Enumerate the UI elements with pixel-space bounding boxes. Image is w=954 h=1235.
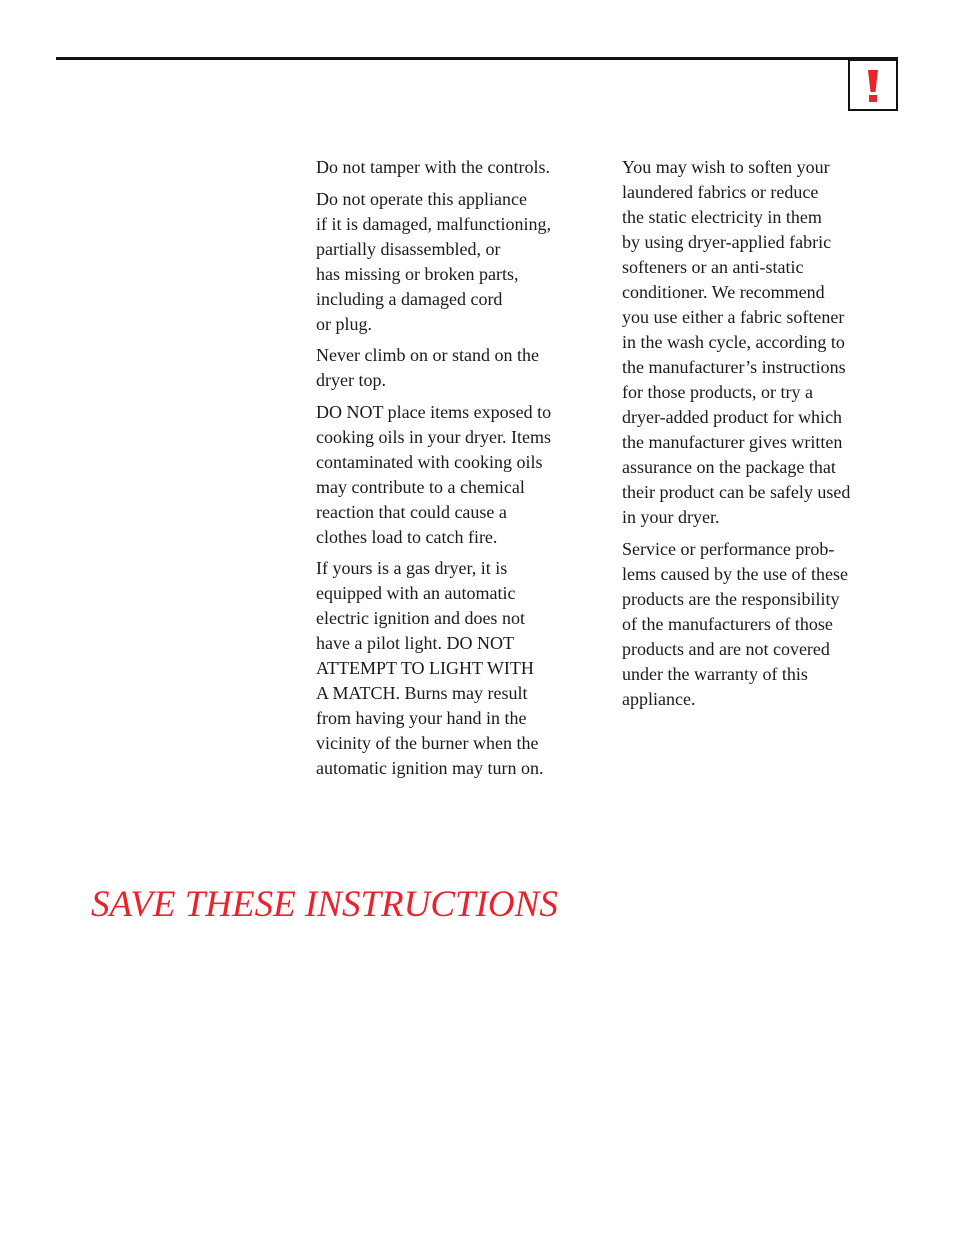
paragraph-gas-dryer: If yours is a gas dryer, it is equipped with an automatic electric ignition and does not have a pilot light. DO NOT ATTEMPT TO LIGHT WITH A MATCH. Burns may result from having your hand in the vicinity of the burner when the automatic ignition may turn on. xyxy=(316,558,544,778)
header-rule xyxy=(56,57,898,60)
paragraph-fabric-softeners: You may wish to soften your laundered fabrics or reduce the static electricity in them by using dryer-applied fabric softeners or an anti-static conditioner. We recommend you use either a fabric softener in the wash cycle, according to the manufacturer’s instructions for those products, or try a dryer-added product for which the manufacturer gives written assurance on the package that their product can be safely used in your dryer. xyxy=(622,157,851,527)
right-column xyxy=(622,155,902,718)
paragraph-controls: Do not tamper with the controls. xyxy=(316,157,550,177)
paragraph-cooking-oils: DO NOT place items exposed to cooking oils in your dryer. Items contaminated with cooking oils may contribute to a chemical reaction that could cause a clothes load to catch fire. xyxy=(316,401,552,547)
paragraph-warranty: Service or performance prob- lems caused by the use of these products are the responsibility of the manufacturers of those products and are not covered under the warranty of this appliance. xyxy=(622,538,848,709)
exclamation-icon xyxy=(850,61,896,109)
warning-badge xyxy=(848,58,898,111)
paragraph-climb: Never climb on or stand on the dryer top. xyxy=(316,345,539,390)
left-column xyxy=(316,155,596,788)
save-instructions-heading: SAVE THESE INSTRUCTIONS xyxy=(91,884,558,925)
paragraph-damaged-appliance: Do not operate this appliance if it is damaged, malfunctioning, partially disassembled, or has missing or broken parts, including a damaged cord or plug. xyxy=(316,188,551,334)
